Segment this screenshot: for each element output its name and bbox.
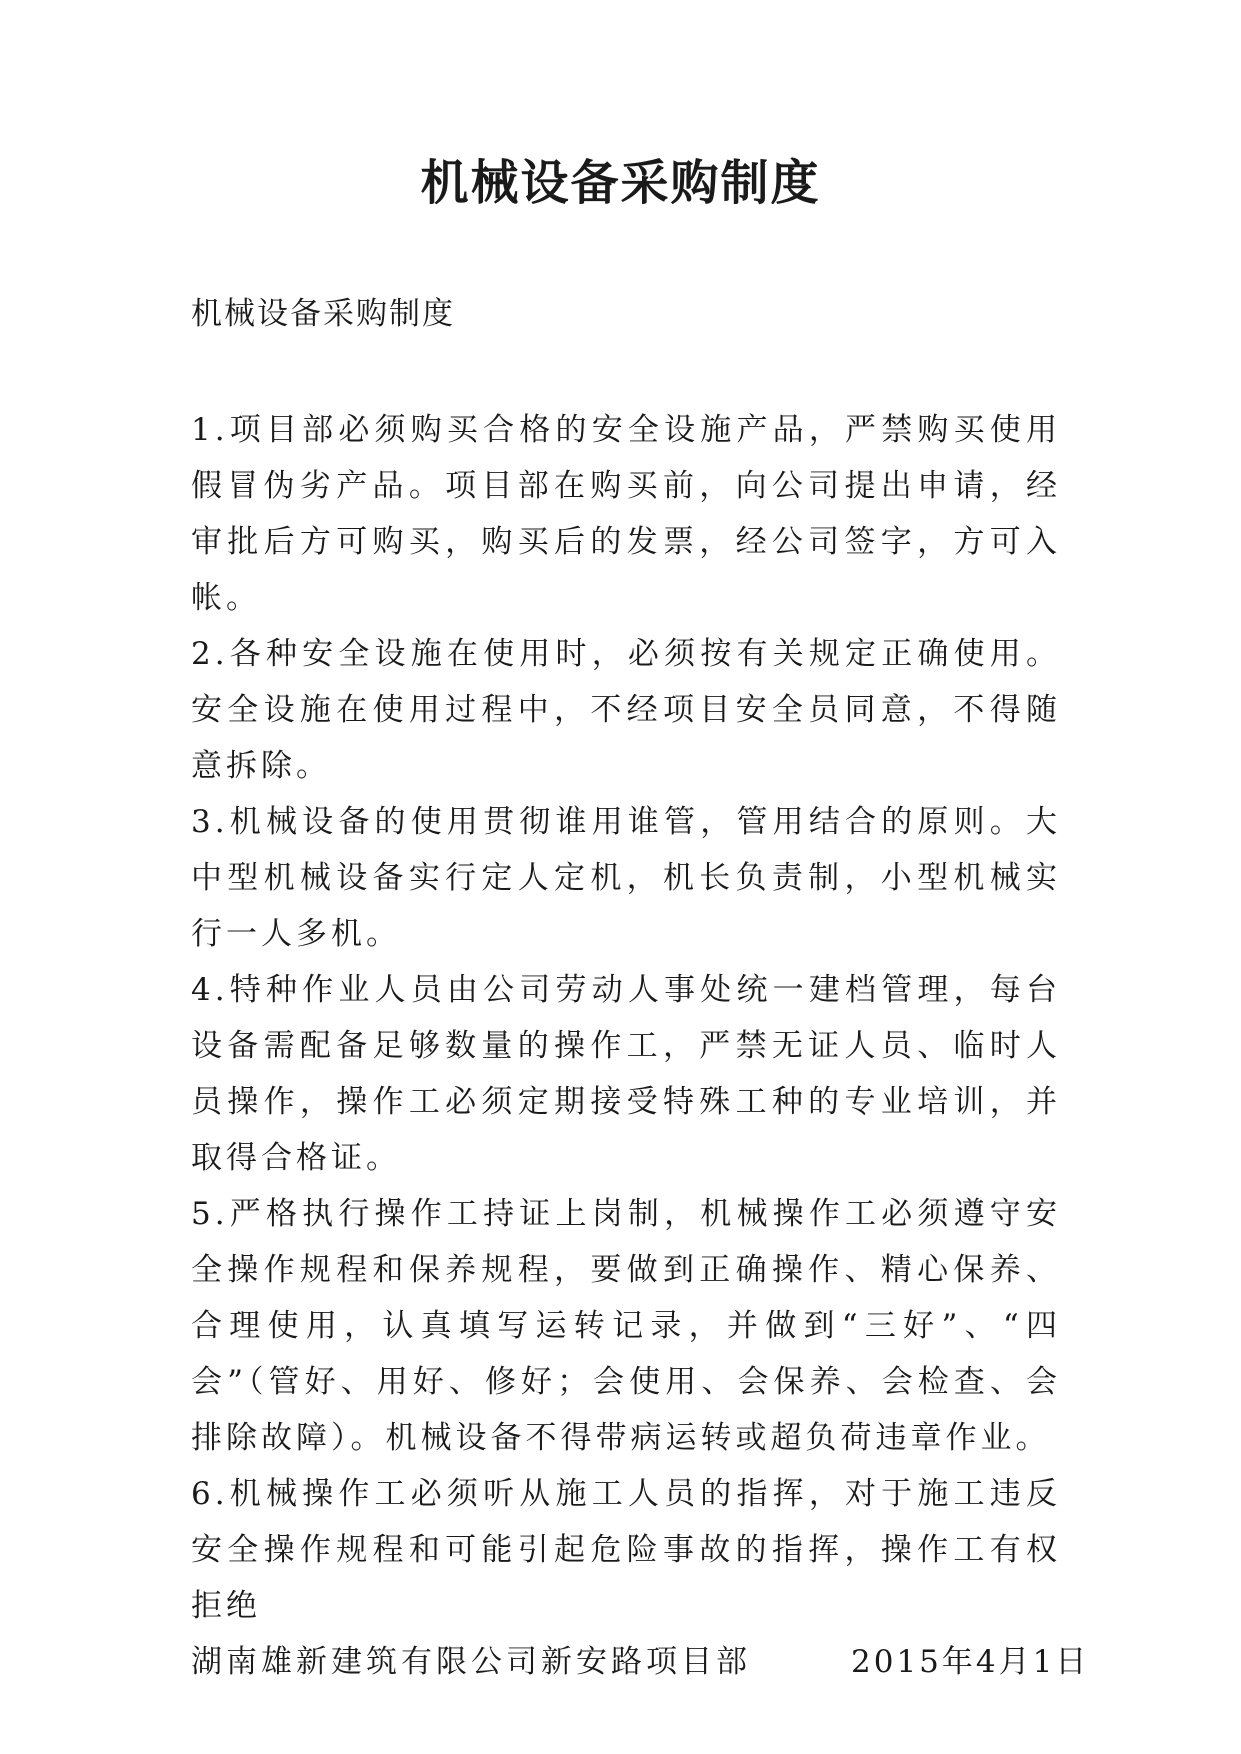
document-body	[191, 402, 1090, 1690]
document-subtitle: 机械设备采购制度	[191, 296, 455, 332]
paragraph-3: 3.机械设备的使用贯彻谁用谁管，管用结合的原则。大中型机械设备实行定人定机，机长负责制，小型机械实行一人多机。	[191, 804, 1061, 952]
paragraph-4: 4.特种作业人员由公司劳动人事处统一建档管理，每台设备需配备足够数量的操作工，严禁无证人员、临时人员操作，操作工必须定期接受特殊工种的专业培训，并取得合格证。	[191, 972, 1061, 1176]
paragraph-6: 6.机械操作工必须听从施工人员的指挥，对于施工违反安全操作规程和可能引起危险事故的指挥，操作工有权拒绝	[191, 1476, 1061, 1624]
signature-line	[191, 1634, 1090, 1690]
paragraph-1: 1.项目部必须购买合格的安全设施产品，严禁购买使用假冒伪劣产品。项目部在购买前，向公司提出申请，经审批后方可购买，购买后的发票，经公司签字，方可入帐。	[191, 412, 1061, 616]
signature-date: 2015年4月1日	[851, 1644, 1090, 1680]
paragraph-2: 2.各种安全设施在使用时，必须按有关规定正确使用。安全设施在使用过程中，不经项目安全员同意，不得随意拆除。	[191, 636, 1061, 784]
signature-organization: 湖南雄新建筑有限公司新安路项目部	[191, 1644, 751, 1680]
paragraph-5: 5.严格执行操作工持证上岗制，机械操作工必须遵守安全操作规程和保养规程，要做到正确操作、精心保养、合理使用，认真填写运转记录，并做到“三好”、“四会”（管好、用好、修好；会使用、会保养、会检查、会排除故障）。机械设备不得带病运转或超负荷违章作业。	[191, 1196, 1061, 1456]
document-title: 机械设备采购制度	[420, 155, 821, 211]
